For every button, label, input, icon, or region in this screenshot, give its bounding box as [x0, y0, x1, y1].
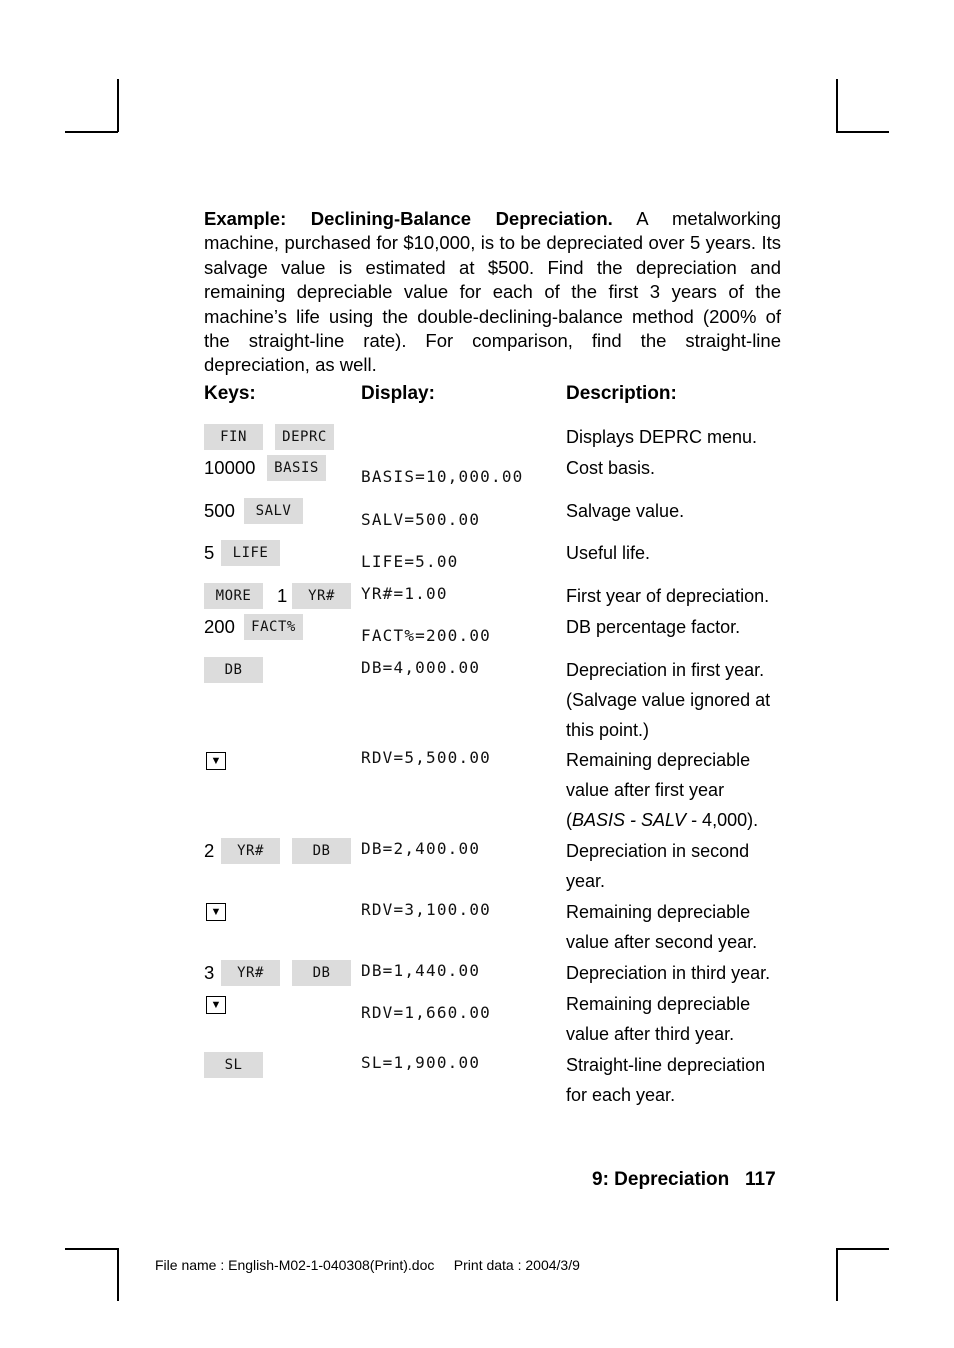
desc-life: Useful life. [566, 543, 651, 563]
yr-key[interactable]: YR# [292, 583, 351, 609]
yr-key[interactable]: YR# [221, 838, 280, 864]
desc-db-factor: DB percentage factor. [566, 617, 741, 637]
life-key[interactable]: LIFE [221, 540, 280, 566]
desc-db3: Depreciation in third year. [566, 963, 771, 983]
desc-line: value after second year. [566, 931, 758, 952]
desc-sl [566, 1051, 786, 1111]
desc-line: this point.) [566, 719, 650, 740]
desc-rdv2 [566, 898, 786, 958]
down-arrow-icon: ▼ [210, 905, 222, 918]
desc-text: - 4,000). [686, 809, 759, 830]
entry-10000: 10000 [204, 457, 256, 478]
display-db3: DB=1,440.00 [361, 961, 481, 980]
display-rdv2: RDV=3,100.00 [361, 900, 491, 919]
display-db1: DB=4,000.00 [361, 658, 481, 677]
crop-mark [836, 1248, 838, 1301]
desc-deprc-menu: Displays DEPRC menu. [566, 427, 758, 447]
crop-mark [117, 79, 119, 132]
example-label: Example: Declining-Balance Depreciation. [204, 208, 613, 229]
down-arrow-icon: ▼ [210, 754, 222, 767]
db-key[interactable]: DB [292, 838, 351, 864]
entry-2: 2 [204, 840, 215, 861]
basis-key[interactable]: BASIS [267, 455, 326, 481]
salv-key[interactable]: SALV [244, 498, 303, 524]
desc-italic: BASIS - SALV [572, 809, 687, 830]
desc-db1 [566, 656, 786, 745]
desc-rdv3 [566, 990, 786, 1050]
entry-1: 1 [277, 585, 288, 606]
down-arrow-icon: ▼ [210, 998, 222, 1011]
entry-3: 3 [204, 962, 215, 983]
entry-200: 200 [204, 616, 235, 637]
crop-mark [836, 131, 889, 133]
down-arrow-key[interactable] [206, 996, 226, 1014]
display-fact: FACT%=200.00 [361, 626, 491, 645]
desc-db2 [566, 837, 786, 897]
example-text: A metalworking machine, purchased for $10,000, is to be depreciated over 5 years. Its salvage value is estimated at $500. Find the depreciation and remaining depreciable value for each of the first 3 years of the machine’s life using the double-declining-balance method (200% of the straight-line rate). For comparison, find the straight-line depreciation, as well. [204, 208, 781, 376]
down-arrow-key[interactable] [206, 752, 226, 770]
display-basis: BASIS=10,000.00 [361, 467, 524, 486]
db-key[interactable]: DB [292, 960, 351, 986]
crop-mark [836, 1248, 889, 1250]
sl-key[interactable]: SL [204, 1052, 263, 1078]
desc-line: (Salvage value ignored at [566, 689, 771, 710]
display-header: Display: [361, 383, 435, 404]
db-key[interactable]: DB [204, 657, 263, 683]
file-info: File name : English-M02-1-040308(Print).doc Print data : 2004/3/9 [155, 1257, 580, 1273]
crop-mark [65, 1248, 118, 1250]
example-paragraph [204, 207, 781, 378]
display-yr: YR#=1.00 [361, 584, 448, 603]
desc-line: year. [566, 870, 606, 891]
fin-key[interactable]: FIN [204, 424, 263, 450]
desc-rdv1 [566, 746, 786, 835]
fact-key[interactable]: FACT% [244, 614, 303, 640]
crop-mark [65, 131, 118, 133]
description-header: Description: [566, 383, 677, 404]
display-sl: SL=1,900.00 [361, 1053, 481, 1072]
desc-first-year: First year of depreciation. [566, 586, 770, 606]
crop-mark [836, 79, 838, 132]
keys-header: Keys: [204, 383, 256, 404]
deprc-key[interactable]: DEPRC [275, 424, 334, 450]
chapter-title: 9: Depreciation [592, 1169, 730, 1190]
desc-line: value after third year. [566, 1023, 735, 1044]
entry-500: 500 [204, 500, 235, 521]
desc-line: value after first year [566, 779, 725, 800]
entry-5: 5 [204, 542, 215, 563]
desc-line: Depreciation in second [566, 841, 750, 861]
desc-line: Straight-line depreciation [566, 1055, 766, 1075]
desc-line: Depreciation in first year. [566, 660, 765, 680]
desc-line: Remaining depreciable [566, 994, 751, 1014]
yr-key[interactable]: YR# [221, 960, 280, 986]
display-salv: SALV=500.00 [361, 510, 481, 529]
crop-mark [117, 1248, 119, 1301]
display-rdv1: RDV=5,500.00 [361, 748, 491, 767]
desc-cost-basis: Cost basis. [566, 458, 656, 478]
display-db2: DB=2,400.00 [361, 839, 481, 858]
desc-line: for each year. [566, 1084, 676, 1105]
down-arrow-key[interactable] [206, 903, 226, 921]
display-life: LIFE=5.00 [361, 552, 459, 571]
desc-salvage: Salvage value. [566, 501, 685, 521]
display-rdv3: RDV=1,660.00 [361, 1003, 491, 1022]
more-key[interactable]: MORE [204, 583, 263, 609]
desc-line: Remaining depreciable [566, 902, 751, 922]
desc-text: ( [566, 809, 572, 830]
desc-line [566, 806, 786, 836]
page-number: 117 [745, 1169, 776, 1190]
desc-line: Remaining depreciable [566, 750, 751, 770]
